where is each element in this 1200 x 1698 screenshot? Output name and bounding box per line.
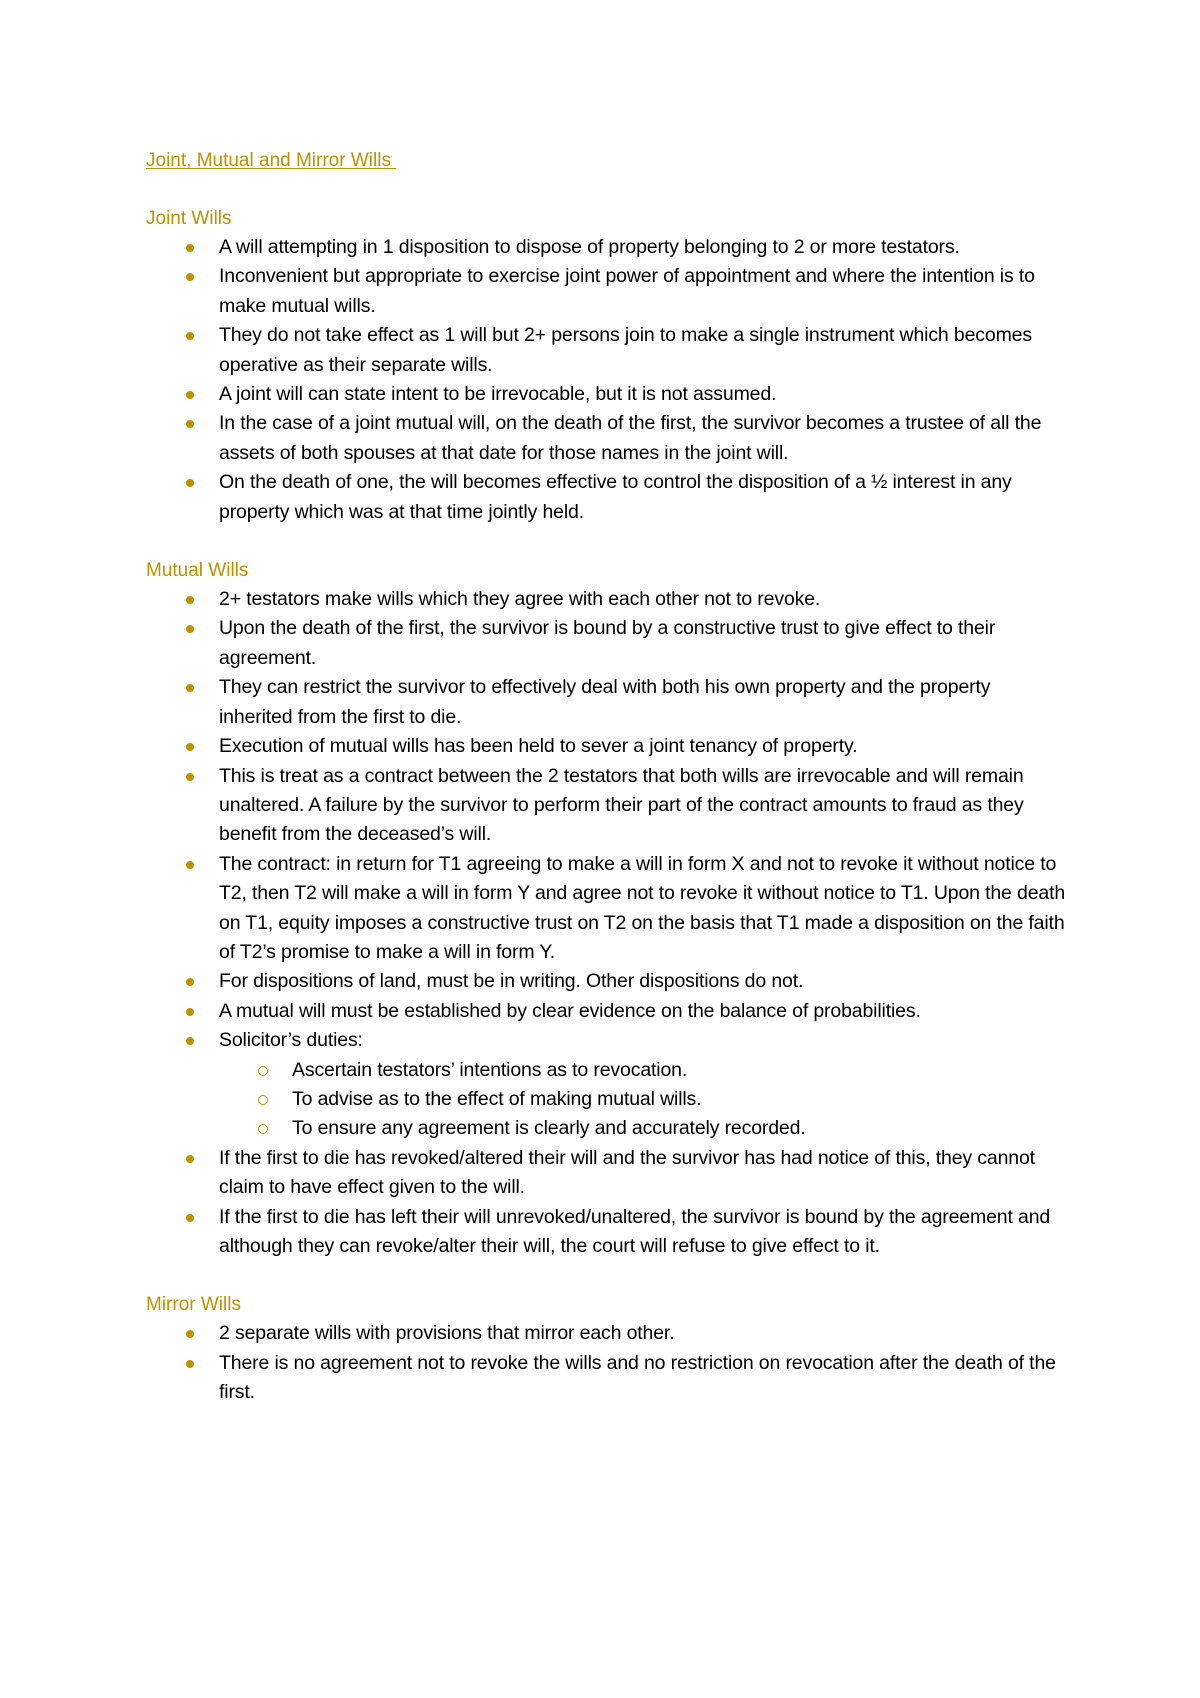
section-joint-wills xyxy=(146,204,1066,527)
bullet-dot-icon xyxy=(186,861,194,869)
bullet-dot-icon xyxy=(186,596,194,604)
sub-bullet-item xyxy=(146,1056,1066,1085)
bullet-item xyxy=(146,762,1066,850)
bullet-dot-icon xyxy=(186,1214,194,1222)
document-title: Joint, Mutual and Mirror Wills xyxy=(146,150,397,171)
bullet-text: Solicitor’s duties: xyxy=(219,1029,363,1052)
bullet-item xyxy=(146,614,1066,673)
document-body xyxy=(146,146,1066,1437)
bullet-text: Upon the death of the first, the survivor is bound by a constructive trust to give effect to their agreement. xyxy=(219,617,996,669)
bullet-dot-icon xyxy=(186,978,194,986)
bullet-dot-icon xyxy=(186,332,194,340)
sub-bullet-text: To ensure any agreement is clearly and accurately recorded. xyxy=(292,1117,806,1140)
bullet-list xyxy=(146,233,1066,527)
bullet-item xyxy=(146,732,1066,761)
bullet-item xyxy=(146,1203,1066,1262)
section-heading-joint-wills: Joint Wills xyxy=(146,208,232,229)
sections-container xyxy=(146,204,1066,1408)
bullet-item xyxy=(146,967,1066,996)
sub-bullet-item xyxy=(146,1114,1066,1143)
bullet-text: A joint will can state intent to be irrevocable, but it is not assumed. xyxy=(219,383,777,406)
hollow-circle-bullet-icon xyxy=(258,1124,268,1134)
sub-bullet-text: Ascertain testators’ intentions as to revocation. xyxy=(292,1058,688,1081)
bullet-item xyxy=(146,1026,1066,1144)
bullet-item xyxy=(146,409,1066,468)
sub-bullet-list xyxy=(219,1056,1066,1144)
bullet-text: A will attempting in 1 disposition to dispose of property belonging to 2 or more testators. xyxy=(219,236,960,258)
bullet-dot-icon xyxy=(186,244,194,252)
bullet-item xyxy=(146,673,1066,732)
bullet-item xyxy=(146,1349,1066,1408)
section-heading-mirror-wills: Mirror Wills xyxy=(146,1294,241,1316)
bullet-dot-icon xyxy=(186,625,194,633)
bullet-item xyxy=(146,850,1066,968)
bullet-text: This is treat as a contract between the 2 testators that both wills are irrevocable and will remain unaltered. A failure by the survivor to perform their part of the contract amounts to fraud as they benefit from the deceased’s will. xyxy=(219,764,1024,846)
bullet-list xyxy=(146,585,1066,1261)
bullet-dot-icon xyxy=(186,684,194,692)
bullet-item xyxy=(146,233,1066,262)
bullet-dot-icon xyxy=(186,273,194,281)
sub-bullet-item xyxy=(146,1085,1066,1114)
bullet-text: They can restrict the survivor to effectively deal with both his own property and the property inherited from the first to die. xyxy=(219,676,991,728)
bullet-text: On the death of one, the will becomes effective to control the disposition of a ½ interest in any property which was at that time jointly held. xyxy=(219,471,1012,523)
bullet-dot-icon xyxy=(186,1037,194,1045)
bullet-item xyxy=(146,321,1066,380)
bullet-item xyxy=(146,997,1066,1026)
bullet-text: If the first to die has left their will unrevoked/unaltered, the survivor is bound by the agreement and although they can revoke/alter their will, the court will refuse to give effect to it. xyxy=(219,1205,1051,1257)
bullet-text: 2+ testators make wills which they agree with each other not to revoke. xyxy=(219,588,821,611)
bullet-item xyxy=(146,1144,1066,1203)
bullet-dot-icon xyxy=(186,420,194,428)
bullet-dot-icon xyxy=(186,743,194,751)
hollow-circle-bullet-icon xyxy=(258,1066,268,1076)
bullet-text: There is no agreement not to revoke the wills and no restriction on revocation after the death of the first. xyxy=(219,1351,1056,1404)
bullet-item xyxy=(146,262,1066,321)
hollow-circle-bullet-icon xyxy=(258,1095,268,1105)
sub-bullet-text: To advise as to the effect of making mutual wills. xyxy=(292,1087,702,1110)
bullet-text: 2 separate wills with provisions that mirror each other. xyxy=(219,1322,675,1345)
bullet-text: Inconvenient but appropriate to exercise joint power of appointment and where the intention is to make mutual wills. xyxy=(219,265,1035,317)
bullet-list xyxy=(146,1319,1066,1407)
section-mirror-wills xyxy=(146,1290,1066,1407)
bullet-text: Execution of mutual wills has been held to sever a joint tenancy of property. xyxy=(219,735,858,758)
bullet-text: In the case of a joint mutual will, on the death of the first, the survivor becomes a trustee of all the assets of both spouses at that date for those names in the joint will. xyxy=(219,412,1042,464)
bullet-item xyxy=(146,468,1066,527)
bullet-text: If the first to die has revoked/altered their will and the survivor has had notice of this, they cannot claim to have effect given to the will. xyxy=(219,1146,1035,1199)
bullet-text: A mutual will must be established by clear evidence on the balance of probabilities. xyxy=(219,999,921,1022)
bullet-item xyxy=(146,585,1066,614)
section-heading-mutual-wills: Mutual Wills xyxy=(146,560,249,582)
bullet-item xyxy=(146,380,1066,409)
bullet-dot-icon xyxy=(186,773,194,781)
bullet-dot-icon xyxy=(186,1360,194,1368)
bullet-item xyxy=(146,1319,1066,1348)
bullet-text: For dispositions of land, must be in writing. Other dispositions do not. xyxy=(219,970,804,993)
bullet-dot-icon xyxy=(186,1330,194,1338)
bullet-dot-icon xyxy=(186,391,194,399)
bullet-dot-icon xyxy=(186,479,194,487)
section-mutual-wills xyxy=(146,556,1066,1261)
bullet-text: The contract: in return for T1 agreeing to make a will in form X and not to revoke it without notice to T2, then T2 will make a will in form Y and agree not to revoke it without notice to T1. Upon the death on T1, equity imposes a constructive trust on T2 on the basis that T1 made a disposition on the faith of T2’s promise to make a will in form Y. xyxy=(219,852,1066,963)
bullet-dot-icon xyxy=(186,1155,194,1163)
bullet-text: They do not take effect as 1 will but 2+ persons join to make a single instrument which becomes operative as their separate wills. xyxy=(219,324,1032,376)
bullet-dot-icon xyxy=(186,1008,194,1016)
